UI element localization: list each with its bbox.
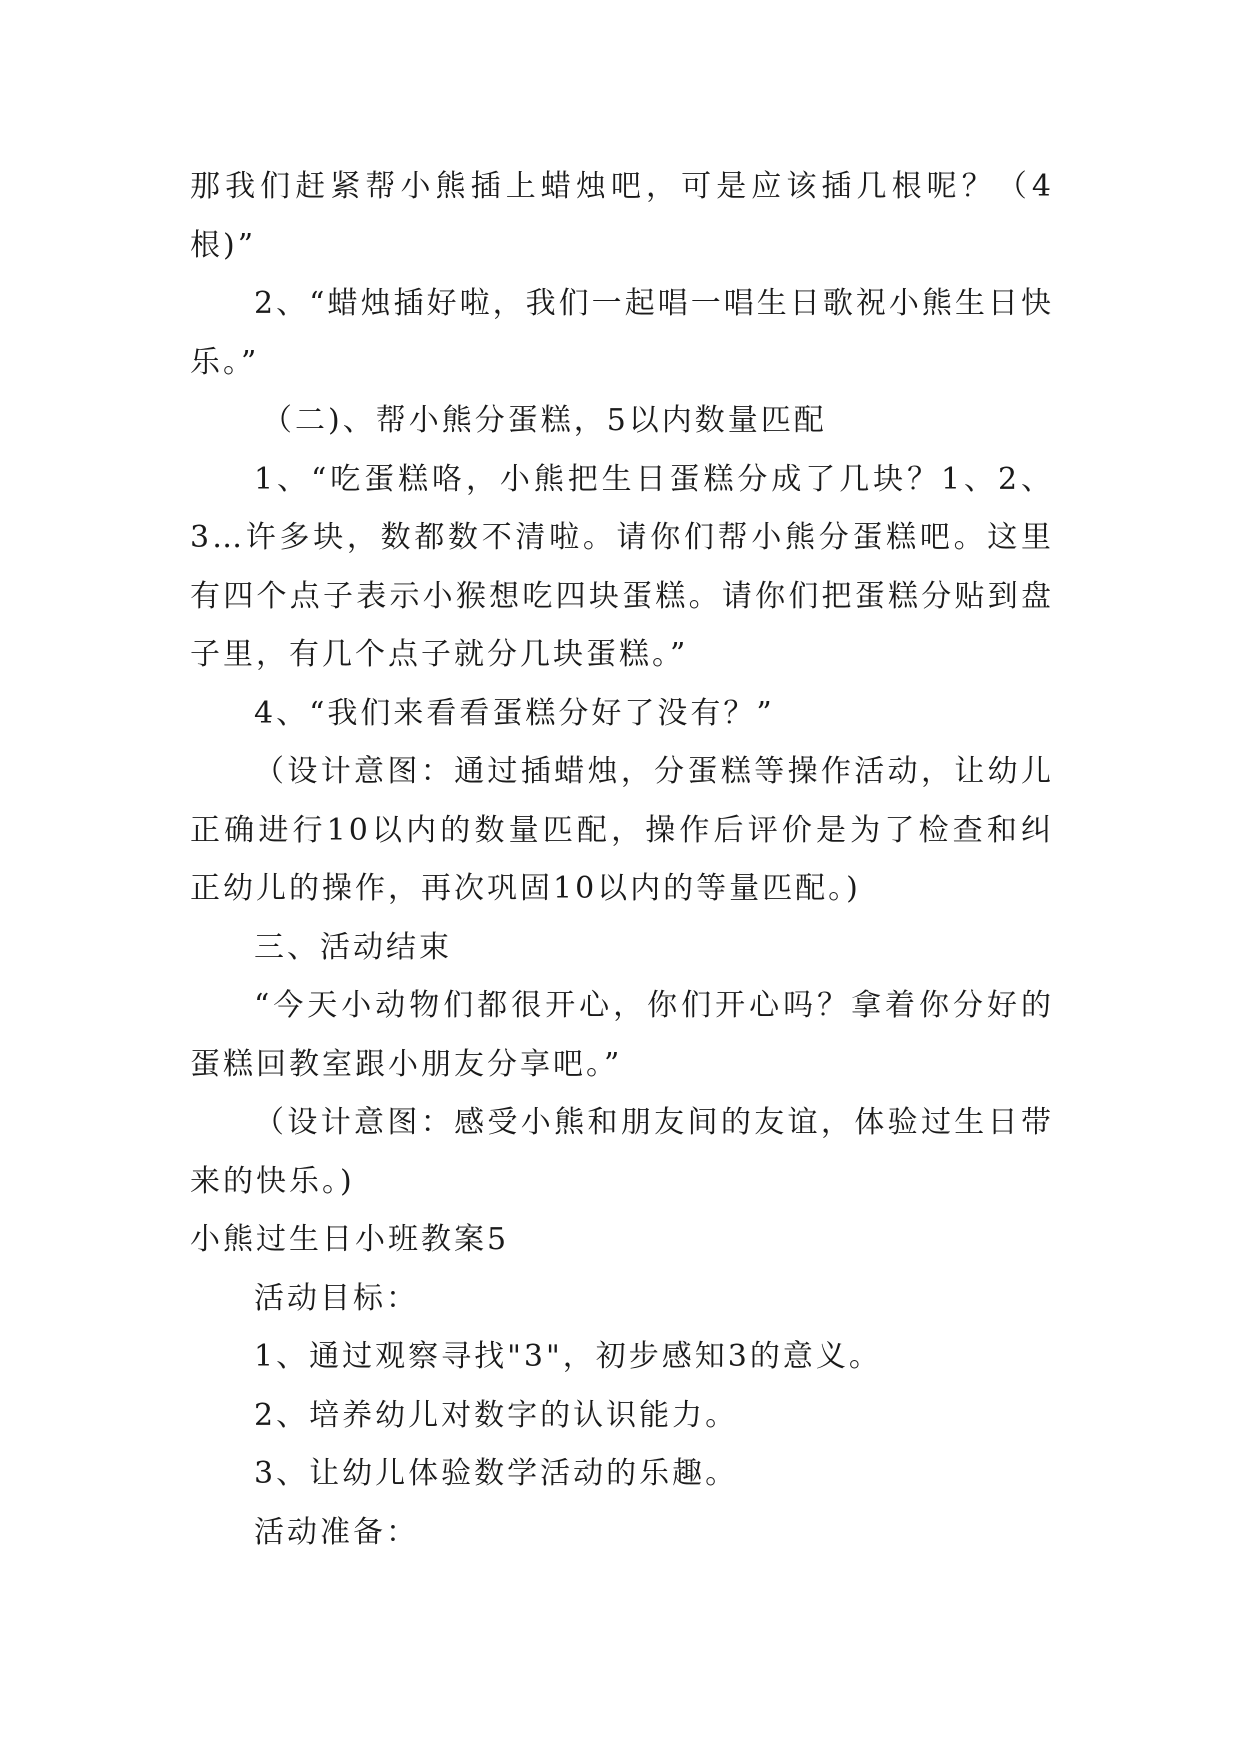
goal-item-3: 3、让幼儿体验数学活动的乐趣。 [254,1456,739,1491]
paragraph-check-cake: 4、“我们来看看蛋糕分好了没有？” [254,695,775,731]
document-body [190,158,1054,1562]
section-heading-cake-matching: （二)、帮小熊分蛋糕，5以内数量匹配 [262,403,827,438]
paragraph-closing-quote: “今天小动物们都很开心，你们开心吗？拿着你分好的蛋糕回教室跟小朋友分享吧。” [190,988,1054,1082]
paragraph-candles-question: 那我们赶紧帮小熊插上蜡烛吧，可是应该插几根呢？（4根)” [190,169,1054,263]
paragraph-design-intent-1: （设计意图：通过插蜡烛，分蛋糕等操作活动，让幼儿正确进行10以内的数量匹配，操作后评价是为了检查和纠正幼儿的操作，再次巩固10以内的等量匹配。) [190,754,1054,906]
heading-activity-goals: 活动目标： [254,1280,419,1316]
paragraph-birthday-song: 2、“蜡烛插好啦，我们一起唱一唱生日歌祝小熊生日快乐。” [190,286,1054,380]
paragraph-design-intent-2: （设计意图：感受小熊和朋友间的友谊，体验过生日带来的快乐。) [190,1105,1054,1199]
paragraph-cut-cake: 1、“吃蛋糕咯，小熊把生日蛋糕分成了几块？1、2、3…许多块，数都数不清啦。请你们帮小熊分蛋糕吧。这里有四个点子表示小猴想吃四块蛋糕。请你们把蛋糕分贴到盘子里，有几个点子就分几块蛋糕。” [190,461,1054,672]
heading-activity-preparation: 活动准备： [254,1514,419,1550]
section-heading-activity-end: 三、活动结束 [254,929,452,965]
goal-item-1: 1、通过观察寻找"3"，初步感知3的意义。 [254,1339,882,1374]
goal-item-2: 2、培养幼儿对数字的认识能力。 [254,1397,739,1433]
lesson-plan-title: 小熊过生日小班教案5 [190,1222,510,1257]
